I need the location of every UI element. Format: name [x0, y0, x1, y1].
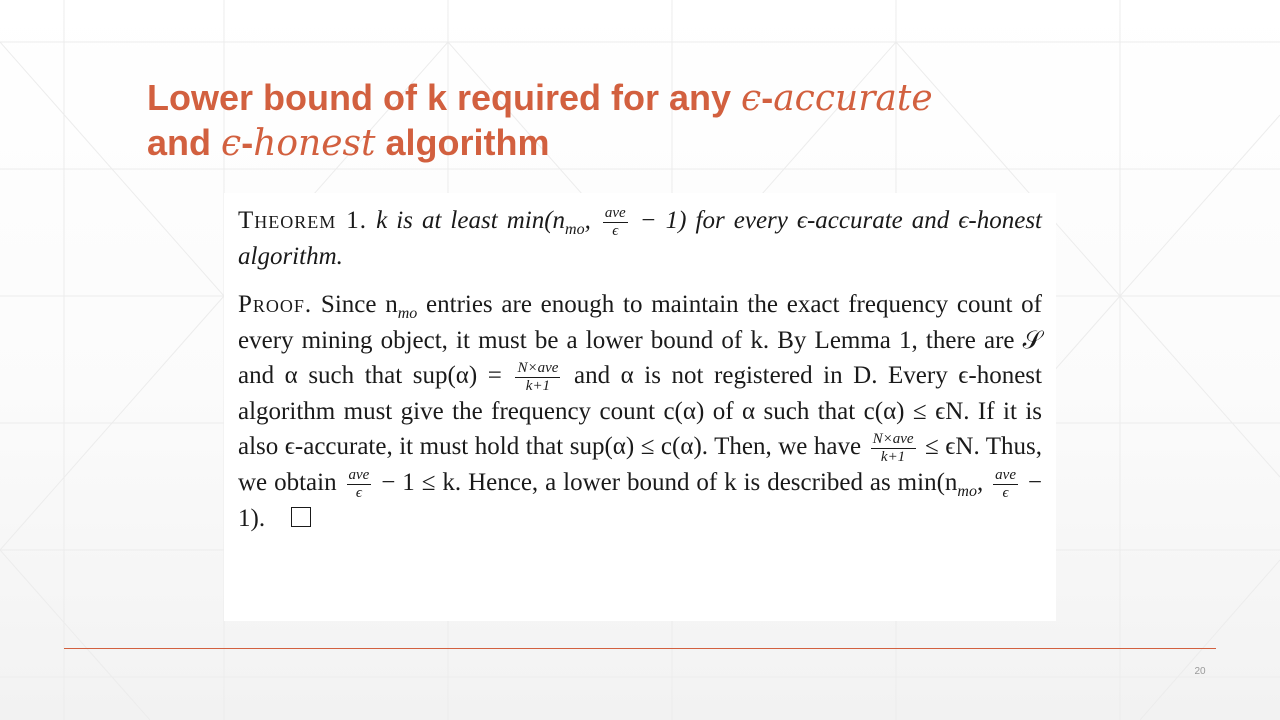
- title-hyphen: -: [241, 122, 254, 163]
- fraction-numerator: N×ave: [872, 431, 914, 448]
- subscript-mo: mo: [957, 483, 977, 501]
- theorem-label: Theorem 1.: [238, 207, 368, 234]
- fraction-denominator: ϵ: [355, 484, 362, 501]
- fraction-denominator: ϵ: [1002, 484, 1009, 501]
- fraction-ave-over-epsilon: [347, 468, 372, 501]
- slide-title: [147, 76, 1147, 166]
- fraction-denominator: k+1: [880, 449, 906, 466]
- proof-text: − 1).: [238, 469, 1043, 532]
- fraction-nave-over-k1: [871, 432, 916, 465]
- theorem-text: − 1) for every ϵ-accurate and ϵ-honest algorithm.: [238, 207, 1043, 270]
- proof-text: − 1 ≤ k. Hence, a lower bound of k is described as min(n: [374, 469, 958, 497]
- proof-paragraph: [238, 287, 1042, 536]
- fraction-ave-over-epsilon: [993, 468, 1018, 501]
- theorem-proof-image: [224, 193, 1056, 621]
- title-hyphen: -: [761, 77, 774, 118]
- theorem-statement: [238, 203, 1042, 274]
- fraction-denominator: ϵ: [612, 222, 619, 239]
- title-line2-tail: algorithm: [375, 122, 550, 163]
- proof-label: Proof.: [238, 291, 313, 318]
- qed-square-icon: [291, 507, 311, 527]
- page-number: 20: [1194, 666, 1206, 677]
- title-line2-text: and: [147, 122, 222, 163]
- title-honest-word: honest: [253, 123, 376, 164]
- fraction-denominator: k+1: [525, 377, 551, 394]
- fraction-numerator: ave: [348, 466, 370, 483]
- proof-text: and α is not registered in D. Every ϵ-honest algorithm must give the frequency count c(α) of α such that c(α) ≤ ϵN. If it is also ϵ-accurate, it must hold that sup(α) ≤ c(α). Then, we have: [238, 362, 1042, 461]
- epsilon-symbol: ϵ: [741, 78, 762, 119]
- theorem-text: ,: [584, 207, 600, 234]
- proof-text: entries are enough to maintain the exact frequency count of every mining object, it must be a lower bound of k. By Lemma 1, there are 𝒮 and α such that sup(α) =: [238, 291, 1042, 389]
- fraction-numerator: ave: [995, 466, 1016, 483]
- fraction-nave-over-k1: [515, 361, 560, 394]
- subscript-mo: mo: [397, 305, 418, 322]
- theorem-text: k is at least min(n: [367, 207, 566, 234]
- title-line1-text: Lower bound of k required for any: [147, 77, 742, 118]
- title-accurate-word: accurate: [773, 78, 933, 119]
- fraction-ave-over-epsilon: [603, 206, 628, 239]
- fraction-numerator: ave: [604, 204, 626, 221]
- proof-text: Since n: [312, 291, 398, 318]
- footer-divider: [64, 648, 1216, 649]
- proof-text: ≤ ϵN. Thus, we obtain: [238, 433, 1042, 497]
- fraction-numerator: N×ave: [517, 359, 559, 376]
- epsilon-symbol: ϵ: [221, 123, 242, 164]
- subscript-mo: mo: [565, 221, 585, 238]
- proof-text: ,: [976, 469, 991, 497]
